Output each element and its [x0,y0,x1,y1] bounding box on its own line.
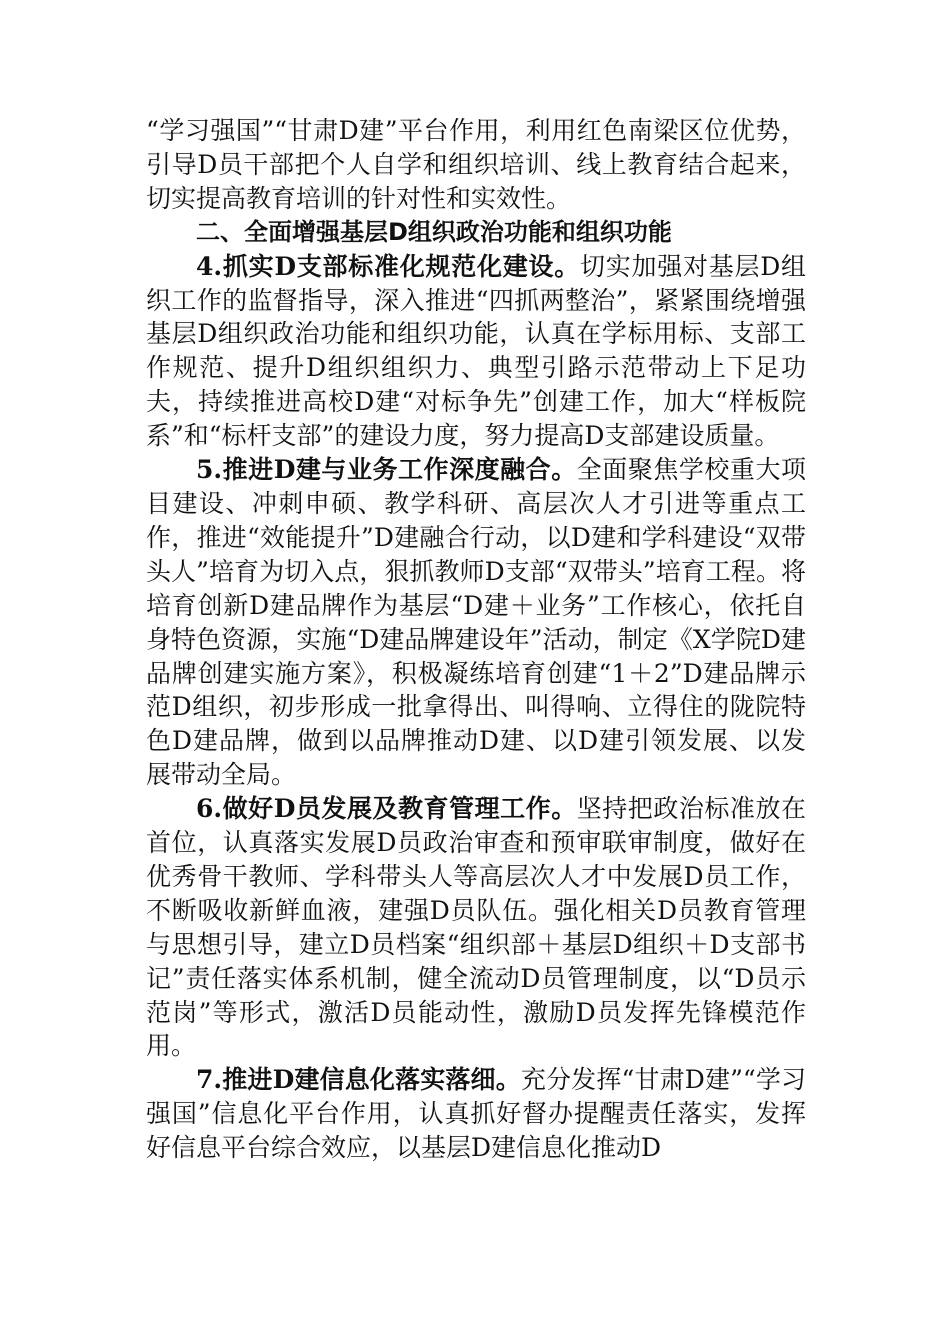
paragraph-body: 切实加强对基层D组织工作的监督指导，深入推进“四抓两整治”，紧紧围绕增强基层D组织政治功能和组织功能，认真在学标用标、支部工作规范、提升D组织组织力、典型引路示范带动上下足功夫，持续推进高校D建“对标争先”创建工作，加大“样板院系”和“标杆支部”的建设力度，努力提高D支部建设质量。 [146,251,807,451]
section-heading: 二、全面增强基层D组织政治功能和组织功能 [196,217,672,246]
paragraph-body: 充分发挥“甘肃D建”“学习强国”信息化平台作用，认真抓好督办提醒责任落实，发挥好信息平台综合效应，以基层D建信息化推动D [146,1065,807,1163]
paragraph-item-6 [146,792,806,1063]
paragraph-body: 全面聚焦学校重大项目建设、冲刺申硕、教学科研、高层次人才引进等重点工作，推进“效能提升”D建融合行动，以D建和学科建设“双带头人”培育为切入点，狠抓教师D支部“双带头”培育工程。将培育创新D建品牌作为基层“D建＋业务”工作核心，依托自身特色资源，实施“D建品牌建设年”活动，制定《X学院D建品牌创建实施方案》，积极凝练培育创建“1＋2”D建品牌示范D组织，初步形成一批拿得出、叫得响、立得住的陇院特色D建品牌，做到以品牌推动D建、以D建引领发展、以发展带动全局。 [146,455,806,790]
paragraph-lead: 5.推进D建与业务工作深度融合。 [196,455,577,485]
paragraph-body: “学习强国”“甘肃D建”平台作用，利用红色南梁区位优势，引导D员干部把个人自学和组织培训、线上教育结合起来，切实提高教育培训的针对性和实效性。 [146,116,806,213]
paragraph-lead: 6.做好D员发展及教育管理工作。 [196,794,577,824]
paragraph-continuation [146,114,806,216]
paragraph-item-7 [146,1063,806,1165]
document-body [146,114,806,1165]
paragraph-lead: 7.推进D建信息化落实落细。 [196,1065,521,1095]
paragraph-item-4 [146,250,806,453]
paragraph-body: 坚持把政治标准放在首位，认真落实发展D员政治审查和预审联审制度，做好在优秀骨干教师、学科带头人等高层次人才中发展D员工作，不断吸收新鲜血液，建强D员队伍。强化相关D员教育管理与思想引导，建立D员档案“组织部＋基层D组织＋D支部书记”责任落实体系机制，健全流动D员管理制度，以“D员示范岗”等形式，激活D员能动性，激励D员发挥先锋模范作用。 [146,794,806,1061]
paragraph-item-5 [146,453,806,792]
paragraph-lead: 4.抓实D支部标准化规范化建设。 [196,251,580,281]
